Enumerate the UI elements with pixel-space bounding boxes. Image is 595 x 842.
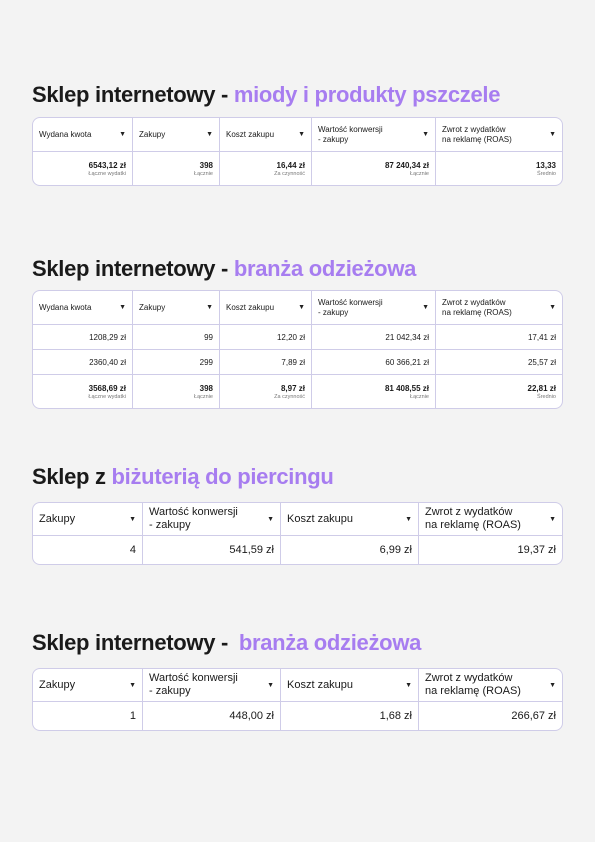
column-header[interactable] — [281, 669, 419, 701]
table-cell — [133, 325, 220, 349]
table-header-row — [33, 669, 562, 702]
sort-caret-icon[interactable]: ▼ — [119, 131, 126, 138]
total-caption: Łączne wydatki — [88, 393, 126, 400]
table-cell — [143, 536, 281, 564]
column-header-label: Zwrot z wydatków na reklamę (ROAS) — [425, 506, 521, 531]
table-cell — [220, 325, 312, 349]
sort-caret-icon[interactable]: ▼ — [298, 304, 305, 311]
table-row — [33, 325, 562, 350]
totals-row — [33, 152, 562, 185]
table-cell — [33, 350, 133, 374]
cell-value: 25,57 zł — [527, 357, 556, 367]
cell-value: 299 — [199, 357, 213, 367]
column-header[interactable] — [312, 118, 436, 151]
totals-row — [33, 375, 562, 408]
sort-caret-icon[interactable]: ▼ — [549, 681, 556, 689]
table-cell — [312, 350, 436, 374]
column-header[interactable] — [33, 291, 133, 324]
cell-value: 2360,40 zł — [89, 357, 126, 367]
total-caption: Łączne wydatki — [88, 170, 126, 177]
section-clothing-shop-2 — [32, 630, 563, 722]
column-header[interactable] — [33, 503, 143, 535]
column-header[interactable] — [436, 291, 562, 324]
title-main: Sklep internetowy - — [32, 630, 234, 655]
column-header[interactable] — [419, 503, 562, 535]
cell-value: 1,68 zł — [379, 710, 412, 722]
column-header-label: Koszt zakupu — [287, 512, 354, 525]
section-title — [32, 256, 563, 282]
column-header[interactable] — [33, 118, 133, 151]
total-caption: Średnio — [537, 170, 556, 177]
stats-table — [32, 290, 563, 409]
sort-caret-icon[interactable]: ▼ — [129, 681, 136, 689]
sort-caret-icon[interactable]: ▼ — [549, 515, 556, 523]
column-header[interactable] — [143, 669, 281, 701]
column-header-label: Zakupy — [39, 678, 76, 691]
section-title — [32, 464, 563, 490]
total-cell — [33, 375, 133, 408]
total-value: 22,81 zł — [527, 383, 556, 393]
total-cell — [312, 152, 436, 185]
cell-value: 17,41 zł — [527, 332, 556, 342]
total-value: 398 — [199, 160, 213, 170]
sort-caret-icon[interactable]: ▼ — [129, 515, 136, 523]
column-header-label: Wydana kwota — [39, 129, 92, 139]
sort-caret-icon[interactable]: ▼ — [119, 304, 126, 311]
sort-caret-icon[interactable]: ▼ — [298, 131, 305, 138]
total-cell — [133, 375, 220, 408]
section-piercing-shop — [32, 464, 563, 556]
total-caption: Średnio — [537, 393, 556, 400]
cell-value: 21 042,34 zł — [385, 332, 429, 342]
sort-caret-icon[interactable]: ▼ — [549, 304, 556, 311]
column-header[interactable] — [133, 118, 220, 151]
cell-value: 541,59 zł — [229, 544, 274, 556]
total-caption: Łącznie — [410, 393, 429, 400]
column-header[interactable] — [33, 669, 143, 701]
table-cell — [419, 702, 562, 730]
total-value: 87 240,34 zł — [384, 160, 429, 170]
table-cell — [436, 325, 562, 349]
total-value: 13,33 — [535, 160, 556, 170]
table-cell — [220, 350, 312, 374]
table-header-row — [33, 503, 562, 536]
column-header-label: Zwrot z wydatków na reklamę (ROAS) — [442, 298, 512, 317]
sort-caret-icon[interactable]: ▼ — [267, 515, 274, 523]
table-cell — [419, 536, 562, 564]
title-accent: branża odzieżowa — [233, 256, 417, 281]
sort-caret-icon[interactable]: ▼ — [405, 681, 412, 689]
table-header-row — [33, 118, 562, 152]
cell-value: 4 — [129, 544, 136, 556]
section-title — [32, 82, 563, 108]
column-header-label: Wartość konwersji - zakupy — [149, 506, 238, 531]
sort-caret-icon[interactable]: ▼ — [206, 304, 213, 311]
total-cell — [220, 375, 312, 408]
total-caption: Łącznie — [410, 170, 429, 177]
total-value: 3568,69 zł — [88, 383, 126, 393]
table-cell — [33, 325, 133, 349]
total-cell — [436, 375, 562, 408]
column-header[interactable] — [220, 291, 312, 324]
title-main: Sklep z — [32, 464, 112, 489]
cell-value: 19,37 zł — [517, 544, 556, 556]
table-row — [33, 702, 562, 730]
column-header-label: Zwrot z wydatków na reklamę (ROAS) — [442, 125, 512, 144]
stats-table — [32, 502, 563, 565]
cell-value: 99 — [204, 332, 213, 342]
sort-caret-icon[interactable]: ▼ — [267, 681, 274, 689]
cell-value: 1 — [129, 710, 136, 722]
column-header-label: Wartość konwersji - zakupy — [318, 125, 383, 144]
sort-caret-icon[interactable]: ▼ — [549, 131, 556, 138]
column-header-label: Wartość konwersji - zakupy — [318, 298, 383, 317]
sort-caret-icon[interactable]: ▼ — [422, 131, 429, 138]
cell-value: 1208,29 zł — [89, 332, 126, 342]
table-row — [33, 350, 562, 375]
column-header-label: Koszt zakupu — [226, 129, 275, 139]
total-value: 8,97 zł — [280, 383, 305, 393]
column-header-label: Koszt zakupu — [226, 302, 275, 312]
cell-value: 6,99 zł — [379, 544, 412, 556]
table-cell — [436, 350, 562, 374]
stats-table — [32, 668, 563, 731]
table-cell — [33, 702, 143, 730]
total-cell — [436, 152, 562, 185]
total-cell — [220, 152, 312, 185]
column-header[interactable] — [419, 669, 562, 701]
total-value: 398 — [199, 383, 213, 393]
cell-value: 12,20 zł — [276, 332, 305, 342]
total-caption: Za czynność — [274, 170, 305, 177]
column-header-label: Zakupy — [139, 302, 166, 312]
total-caption: Łącznie — [194, 170, 213, 177]
column-header-label: Wartość konwersji - zakupy — [149, 672, 238, 697]
title-accent: branża odzieżowa — [238, 630, 422, 655]
column-header-label: Wydana kwota — [39, 302, 92, 312]
column-header-label: Zakupy — [139, 129, 166, 139]
table-cell — [143, 702, 281, 730]
table-cell — [281, 536, 419, 564]
section-clothing-shop — [32, 256, 563, 400]
table-cell — [133, 350, 220, 374]
total-cell — [33, 152, 133, 185]
table-cell — [312, 325, 436, 349]
total-caption: Łącznie — [194, 393, 213, 400]
column-header[interactable] — [133, 291, 220, 324]
table-header-row — [33, 291, 562, 325]
cell-value: 448,00 zł — [229, 710, 274, 722]
title-accent: biżuterią do piercingu — [111, 464, 334, 489]
column-header[interactable] — [312, 291, 436, 324]
column-header[interactable] — [143, 503, 281, 535]
title-main: Sklep internetowy - — [32, 82, 234, 107]
column-header[interactable] — [436, 118, 562, 151]
column-header[interactable] — [220, 118, 312, 151]
sort-caret-icon[interactable]: ▼ — [422, 304, 429, 311]
sort-caret-icon[interactable]: ▼ — [405, 515, 412, 523]
total-cell — [312, 375, 436, 408]
title-main: Sklep internetowy - — [32, 256, 234, 281]
cell-value: 60 366,21 zł — [385, 357, 429, 367]
total-caption: Za czynność — [274, 393, 305, 400]
column-header-label: Zwrot z wydatków na reklamę (ROAS) — [425, 672, 521, 697]
stats-table — [32, 117, 563, 186]
column-header[interactable] — [281, 503, 419, 535]
table-cell — [33, 536, 143, 564]
table-row — [33, 536, 562, 564]
sort-caret-icon[interactable]: ▼ — [206, 131, 213, 138]
section-title — [32, 630, 563, 656]
total-value: 6543,12 zł — [88, 160, 126, 170]
section-honey-shop — [32, 82, 563, 177]
total-cell — [133, 152, 220, 185]
total-value: 16,44 zł — [276, 160, 305, 170]
total-value: 81 408,55 zł — [384, 383, 429, 393]
column-header-label: Koszt zakupu — [287, 678, 354, 691]
title-accent: miody i produkty pszczele — [233, 82, 501, 107]
cell-value: 7,89 zł — [281, 357, 305, 367]
column-header-label: Zakupy — [39, 512, 76, 525]
cell-value: 266,67 zł — [511, 710, 556, 722]
table-cell — [281, 702, 419, 730]
